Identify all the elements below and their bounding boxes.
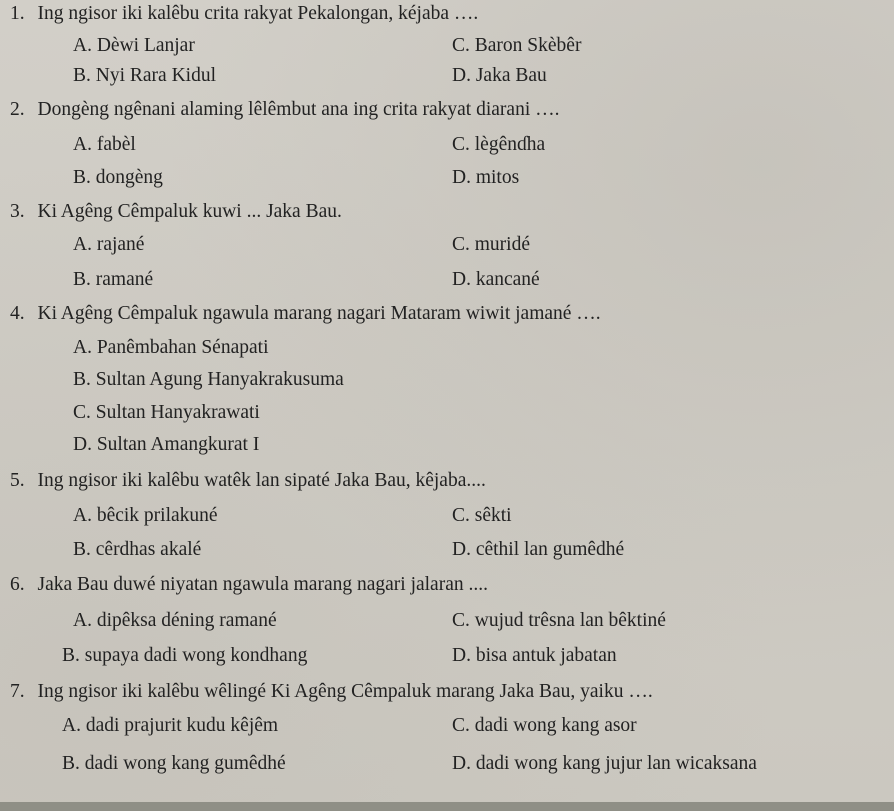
option-c: C. sêkti [452,505,512,526]
question-text: Ing ngisor iki kalêbu wêlingé Ki Agêng Cêmpaluk marang Jaka Bau, yaiku …. [37,681,653,702]
option-b: B. dongèng [73,167,163,188]
option-a: A. fabèl [73,134,136,155]
question-text: Ing ngisor iki kalêbu watêk lan sipaté Jaka Bau, kêjaba.... [37,470,486,491]
option-a: A. Dèwi Lanjar [73,35,195,56]
option-b: B. dadi wong kang gumêdhé [62,753,286,774]
option-d: D. kancané [452,269,540,290]
option-c: C. dadi wong kang asor [452,715,637,736]
option-a: A. dipêksa déning ramané [73,610,277,631]
question-4 [10,302,601,326]
question-number: 1. [10,3,25,24]
option-c: C. muridé [452,234,530,255]
option-d: D. Sultan Amangkurat I [73,434,260,455]
question-number: 4. [10,303,25,324]
question-number: 6. [10,574,25,595]
option-b: B. supaya dadi wong kondhang [62,645,308,666]
question-number: 2. [10,99,25,120]
question-number: 7. [10,681,25,702]
option-a: A. dadi prajurit kudu kêjêm [62,715,279,736]
question-2 [10,98,560,122]
option-d: D. mitos [452,167,520,188]
option-d: D. dadi wong kang jujur lan wicaksana [452,753,757,774]
question-5 [10,469,486,493]
option-c: C. Sultan Hanyakrawati [73,402,260,423]
question-text: Jaka Bau duwé niyatan ngawula marang nagari jalaran .... [37,574,488,595]
question-text: Ki Agêng Cêmpaluk kuwi ... Jaka Bau. [37,201,342,222]
question-1 [10,2,478,26]
page-bottom-edge [0,802,894,811]
option-b: B. Sultan Agung Hanyakrakusuma [73,369,344,390]
option-a: A. Panêmbahan Sénapati [73,337,269,358]
option-a: A. bêcik prilakuné [73,505,218,526]
question-number: 5. [10,470,25,491]
option-a: A. rajané [73,234,145,255]
question-number: 3. [10,201,25,222]
question-text: Ki Agêng Cêmpaluk ngawula marang nagari Mataram wiwit jamané …. [37,303,601,324]
question-7 [10,680,653,704]
question-text: Ing ngisor iki kalêbu crita rakyat Pekalongan, kéjaba …. [37,3,479,24]
option-c: C. Baron Skèbêr [452,35,582,56]
option-d: D. cêthil lan gumêdhé [452,539,625,560]
question-3 [10,200,342,224]
option-c: C. wujud trêsna lan bêktiné [452,610,666,631]
question-6 [10,573,488,597]
question-text: Dongèng ngênani alaming lêlêmbut ana ing crita rakyat diarani …. [37,99,560,120]
option-b: B. ramané [73,269,154,290]
option-b: B. Nyi Rara Kidul [73,65,216,86]
option-d: D. bisa antuk jabatan [452,645,617,666]
option-b: B. cêrdhas akalé [73,539,202,560]
option-d: D. Jaka Bau [452,65,547,86]
option-c: C. lègênɗha [452,134,546,155]
